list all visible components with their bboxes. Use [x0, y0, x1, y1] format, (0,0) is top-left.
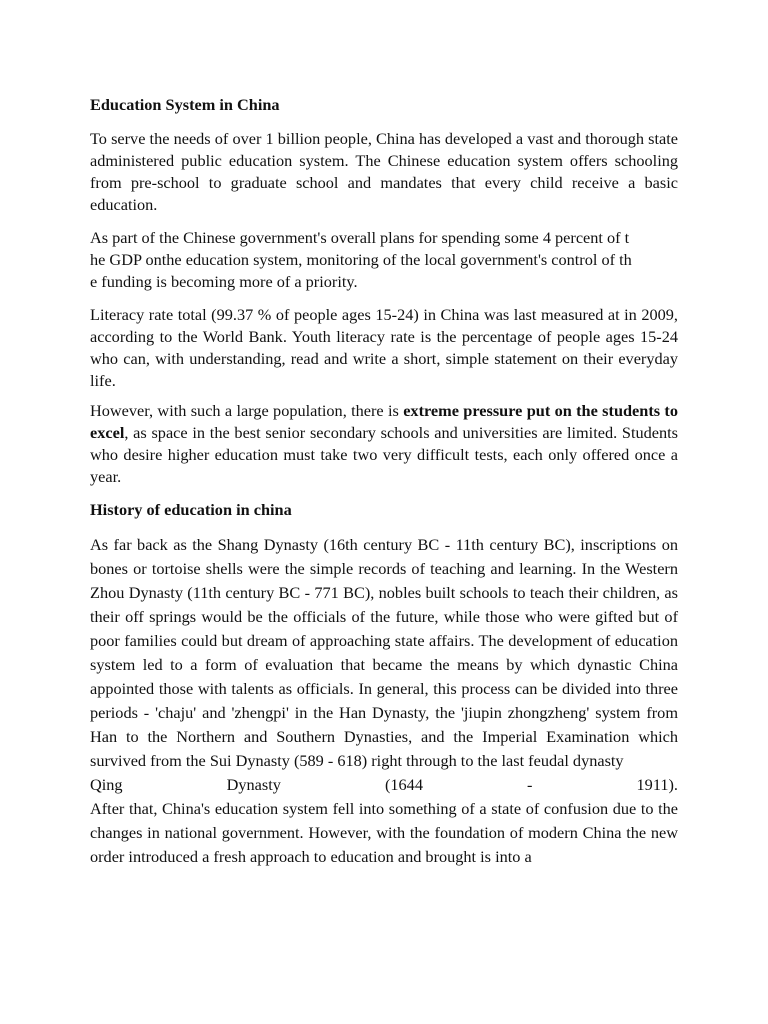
- paragraph-pressure-text-2: , as space in the best senior secondary schools and universities are limited. Students who desire higher education must take two very difficult tests, each only offered once a year.: [90, 423, 678, 486]
- paragraph-gdp-line-2: he GDP onthe education system, monitoring of the local government's control of th: [90, 250, 632, 269]
- document-page: [90, 94, 678, 869]
- paragraph-history-body: As far back as the Shang Dynasty (16th century BC - 11th century BC), inscriptions on bones or tortoise shells were the simple records of teaching and learning. In the Western Zhou Dynasty (11th century BC - 771 BC), nobles built schools to teach their children, as their off springs would be the officials of the future, while those who were gifted but of poor families could but dream of approaching state affairs. The development of education system led to a form of evaluation that became the means by which dynastic China appointed those with talents as officials. In general, this process can be divided into three periods - 'chaju' and 'zhengpi' in the Han Dynasty, the 'jiupin zhongzheng' system from Han to the Northern and Southern Dynasties, and the Imperial Examination which survived from the Sui Dynasty (589 - 618) right through to the last feudal dynasty: [90, 535, 678, 770]
- paragraph-history: [90, 533, 678, 797]
- paragraph-pressure-text-1: However, with such a large population, there is: [90, 401, 404, 420]
- paragraph-overview: To serve the needs of over 1 billion people, China has developed a vast and thorough state administered public education system. The Chinese education system offers schooling from pre-school to graduate school and mandates that every child receive a basic education.: [90, 129, 678, 214]
- paragraph-after-that: After that, China's education system fell into something of a state of confusion due to the changes in national government. However, with the foundation of modern China the new order introduced a fresh approach to education and brought is into a: [90, 799, 678, 866]
- paragraph-pressure: [90, 400, 678, 488]
- paragraph-pressure-emphasis: extreme pressure put on the students to excel: [90, 401, 678, 442]
- section-heading-education-system: Education System in China: [90, 95, 280, 114]
- paragraph-literacy-rate: Literacy rate total (99.37 % of people ages 15-24) in China was last measured at in 2009, according to the World Bank. Youth literacy rate is the percentage of people ages 15-24 who can, with understanding, read and write a short, simple statement on their everyday life.: [90, 305, 678, 390]
- paragraph-gdp-line-3: e funding is becoming more of a priority.: [90, 272, 358, 291]
- section-heading-history: History of education in china: [90, 500, 292, 519]
- paragraph-gdp-spending: [90, 227, 678, 293]
- paragraph-gdp-line-1: As part of the Chinese government's overall plans for spending some 4 percent of t: [90, 228, 630, 247]
- paragraph-history-last-line: Qing Dynasty (1644 - 1911).: [90, 775, 678, 794]
